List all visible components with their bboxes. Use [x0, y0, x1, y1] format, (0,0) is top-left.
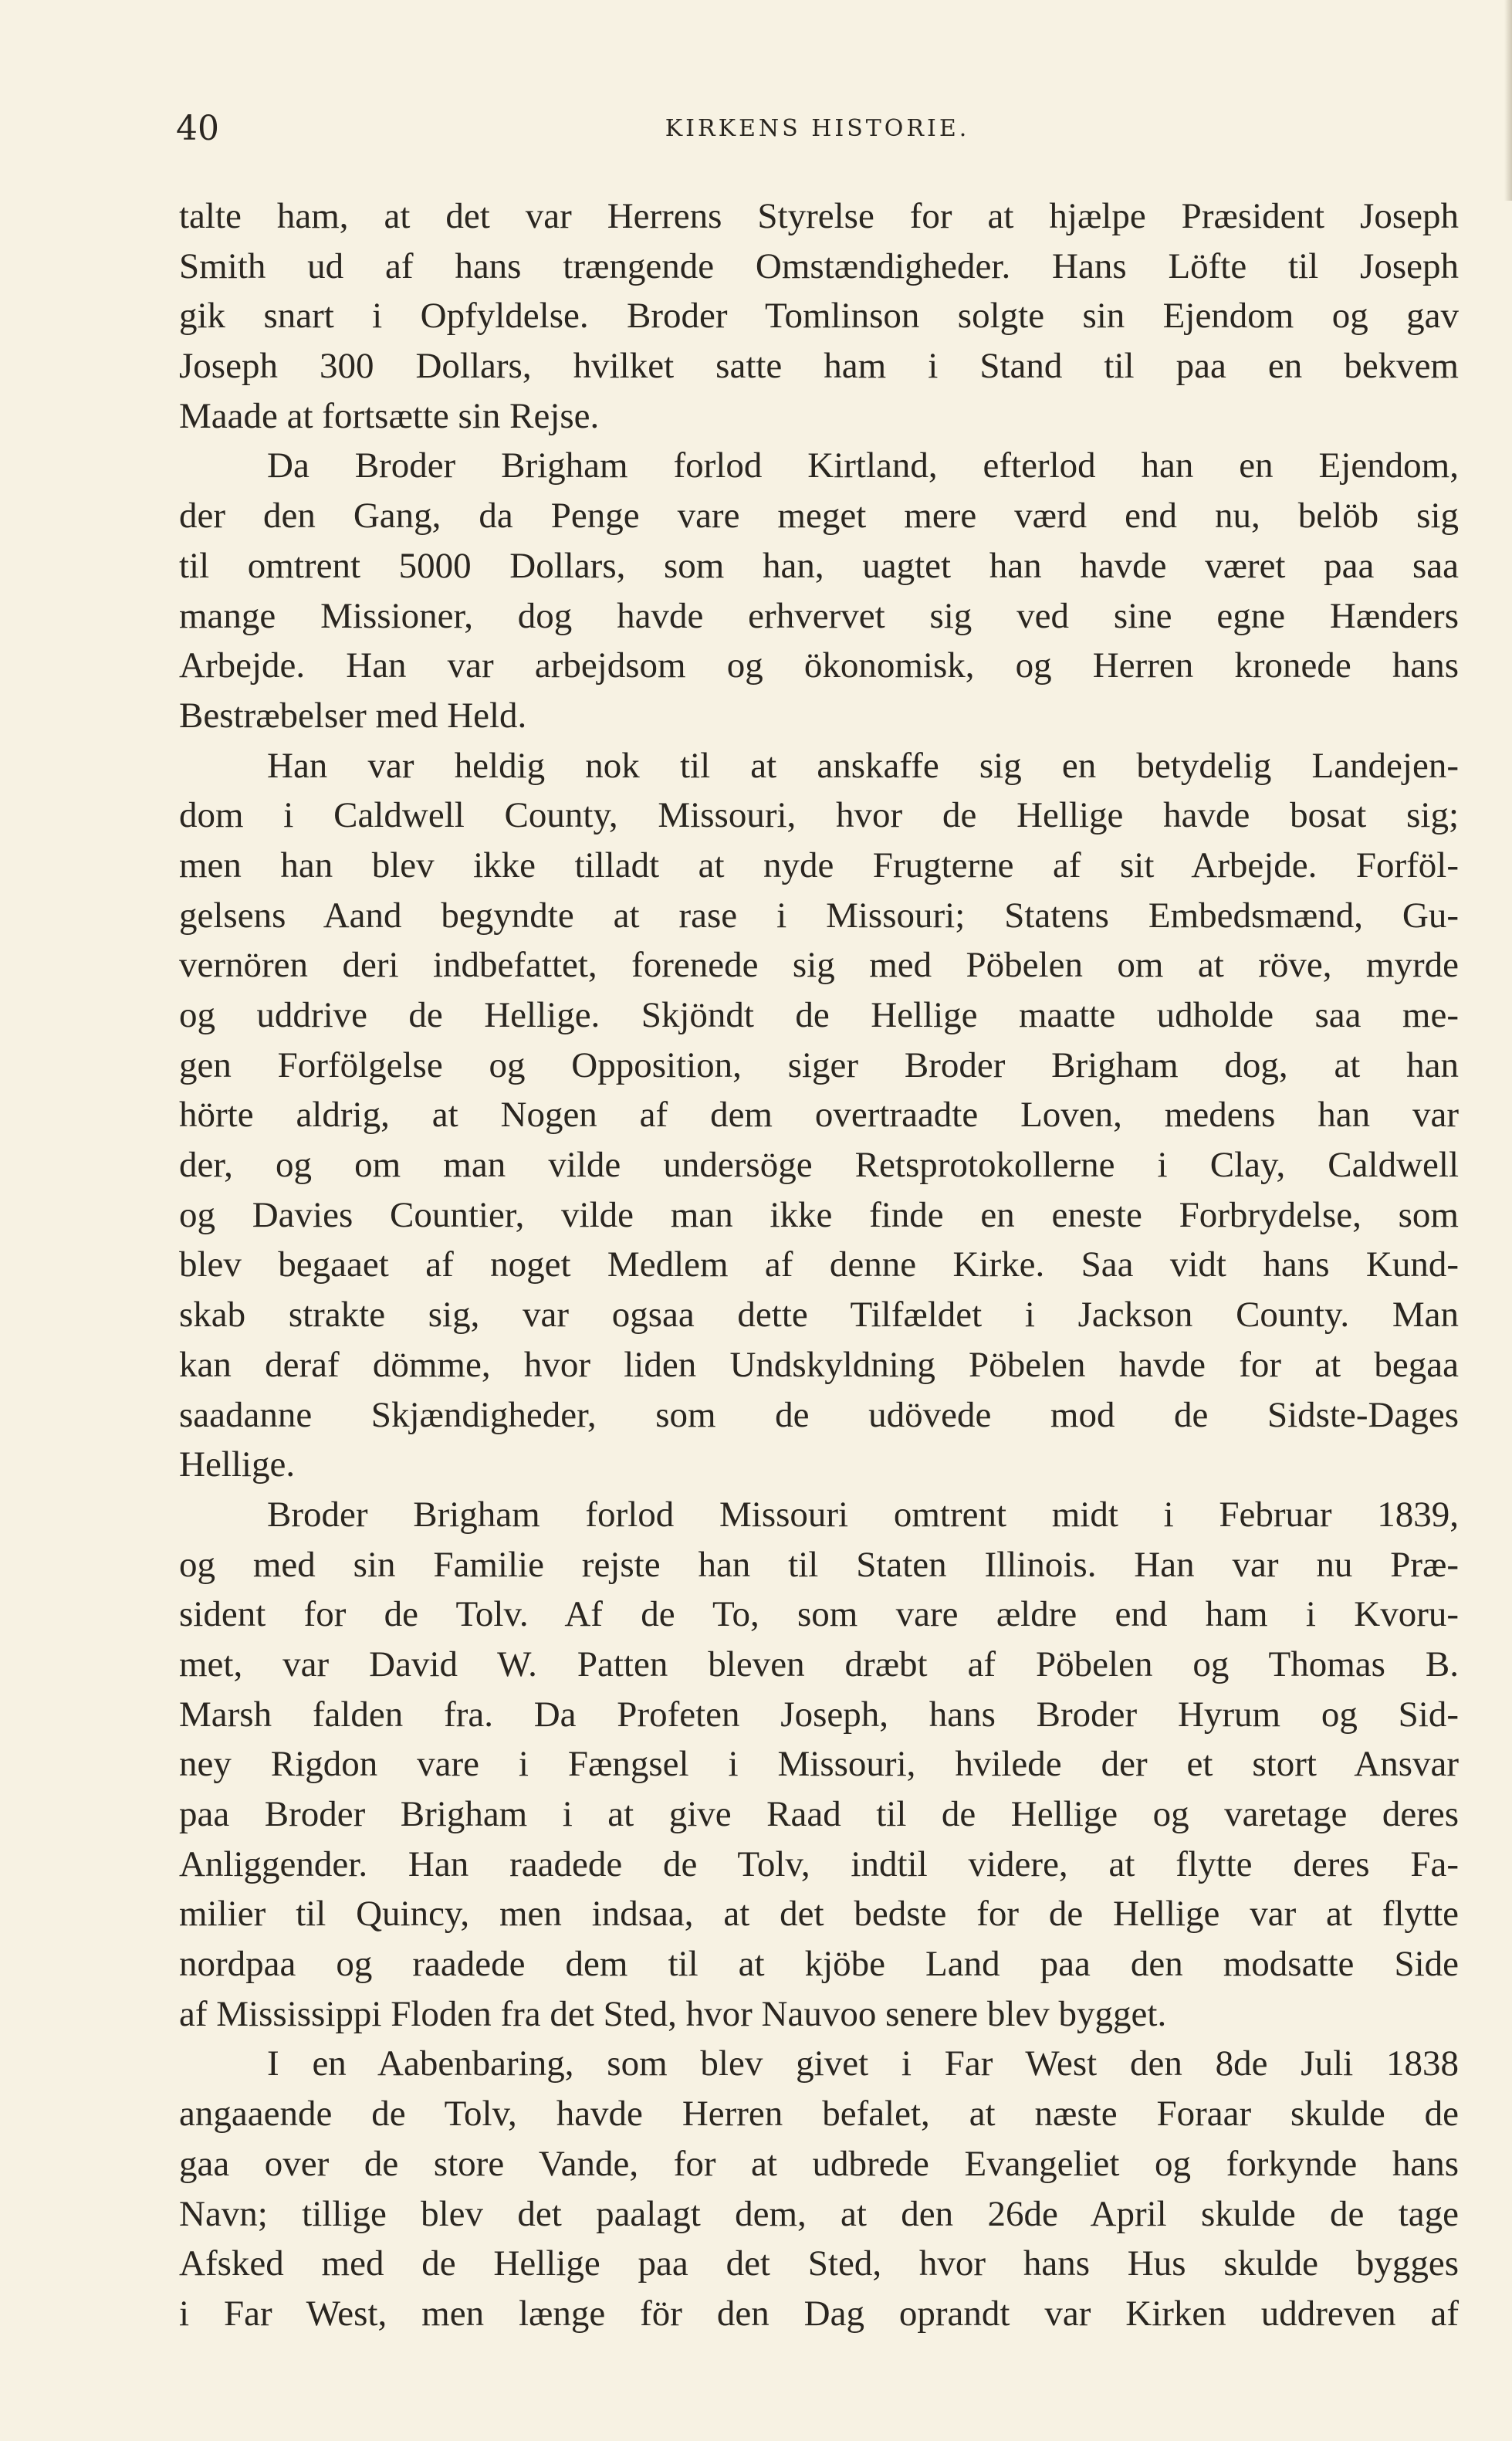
text-line: paa Broder Brigham i at give Raad til de Hellige og varetage deres: [179, 1794, 1459, 1834]
text-line: met, var David W. Patten bleven dræbt af Pöbelen og Thomas B.: [179, 1644, 1459, 1684]
text-line: Anliggender. Han raadede de Tolv, indtil videre, at flytte deres Fa-: [179, 1843, 1459, 1884]
paragraph: [179, 1490, 1459, 2040]
text-line: Hellige.: [179, 1444, 296, 1485]
paragraph: [179, 2039, 1459, 2338]
text-line: Marsh falden fra. Da Profeten Joseph, hans Broder Hyrum og Sid-: [179, 1694, 1459, 1735]
text-line: og Davies Countier, vilde man ikke finde en eneste Forbrydelse, som: [179, 1194, 1459, 1235]
text-line: Han var heldig nok til at anskaffe sig en betydelig Landejen-: [267, 745, 1459, 786]
text-line: Joseph 300 Dollars, hvilket satte ham i Stand til paa en bekvem: [179, 346, 1459, 387]
text-line: der, og om man vilde undersöge Retsprotokollerne i Clay, Caldwell: [179, 1145, 1459, 1186]
text-line: I en Aabenbaring, som blev givet i Far West den 8de Juli 1838: [267, 2043, 1459, 2084]
text-line: der den Gang, da Penge vare meget mere værd end nu, belöb sig: [179, 496, 1459, 537]
page-edge-shadow: [1504, 0, 1512, 201]
text-line: blev begaaet af noget Medlem af denne Kirke. Saa vidt hans Kund-: [179, 1244, 1459, 1285]
text-line: Afsked med de Hellige paa det Sted, hvor hans Hus skulde bygges: [179, 2243, 1459, 2284]
text-line: skab strakte sig, var ogsaa dette Tilfældet i Jackson County. Man: [179, 1295, 1459, 1336]
text-line: talte ham, at det var Herrens Styrelse for at hjælpe Præsident Joseph: [179, 196, 1459, 236]
paragraph: [179, 191, 1459, 441]
text-line: saadanne Skjændigheder, som de udövede mod de Sidste-Dages: [179, 1394, 1459, 1435]
text-line: Da Broder Brigham forlod Kirtland, efterlod han en Ejendom,: [267, 445, 1459, 486]
text-line: gen Forfölgelse og Opposition, siger Broder Brigham dog, at han: [179, 1044, 1459, 1085]
text-line: Maade at fortsætte sin Rejse.: [179, 395, 600, 436]
text-line: vernören deri indbefattet, forenede sig med Pöbelen om at röve, myrde: [179, 945, 1459, 986]
paragraph: [179, 741, 1459, 1490]
text-line: til omtrent 5000 Dollars, som han, uagtet han havde været paa saa: [179, 545, 1459, 586]
paragraph: [179, 441, 1459, 740]
text-line: Navn; tillige blev det paalagt dem, at den 26de April skulde de tage: [179, 2193, 1459, 2234]
text-line: Broder Brigham forlod Missouri omtrent midt i Februar 1839,: [267, 1494, 1459, 1535]
text-line: hörte aldrig, at Nogen af dem overtraadte Loven, medens han var: [179, 1095, 1459, 1136]
body-text: [179, 191, 1459, 2339]
text-line: gik snart i Opfyldelse. Broder Tomlinson solgte sin Ejendom og gav: [179, 296, 1459, 337]
text-line: mange Missioner, dog havde erhvervet sig ved sine egne Hænders: [179, 595, 1459, 636]
text-line: angaaende de Tolv, havde Herren befalet, at næste Foraar skulde de: [179, 2094, 1459, 2135]
text-line: og uddrive de Hellige. Skjöndt de Hellige maatte udholde saa me-: [179, 995, 1459, 1035]
text-line: men han blev ikke tilladt at nyde Frugterne af sit Arbejde. Forföl-: [179, 845, 1459, 885]
text-line: gelsens Aand begyndte at rase i Missouri; Statens Embedsmænd, Gu-: [179, 895, 1459, 936]
text-line: og med sin Familie rejste han til Staten Illinois. Han var nu Præ-: [179, 1544, 1459, 1585]
text-line: nordpaa og raadede dem til at kjöbe Land paa den modsatte Side: [179, 1944, 1459, 1985]
text-line: Arbejde. Han var arbejdsom og ökonomisk, og Herren kronede hans: [179, 645, 1459, 686]
text-line: i Far West, men længe för den Dag oprandt var Kirken uddreven af: [179, 2293, 1459, 2334]
text-line: milier til Quincy, men indsaa, at det bedste for de Hellige var at flytte: [179, 1894, 1459, 1935]
text-line: sident for de Tolv. Af de To, som vare ældre end ham i Kvoru-: [179, 1594, 1459, 1635]
text-line: gaa over de store Vande, for at udbrede Evangeliet og forkynde hans: [179, 2143, 1459, 2184]
text-line: Smith ud af hans trængende Omstændigheder. Hans Löfte til Joseph: [179, 245, 1459, 286]
text-line: af Mississippi Floden fra det Sted, hvor Nauvoo senere blev bygget.: [179, 1993, 1167, 2034]
running-title: KIRKENS HISTORIE.: [665, 115, 970, 142]
text-line: ney Rigdon vare i Fængsel i Missouri, hvilede der et stort Ansvar: [179, 1744, 1459, 1785]
page-number: 40: [176, 109, 219, 148]
text-line: kan deraf dömme, hvor liden Undskyldning Pöbelen havde for at begaa: [179, 1344, 1459, 1385]
running-header: [176, 102, 1459, 156]
text-line: Bestræbelser med Held.: [179, 695, 527, 736]
text-line: dom i Caldwell County, Missouri, hvor de Hellige havde bosat sig;: [179, 795, 1459, 836]
